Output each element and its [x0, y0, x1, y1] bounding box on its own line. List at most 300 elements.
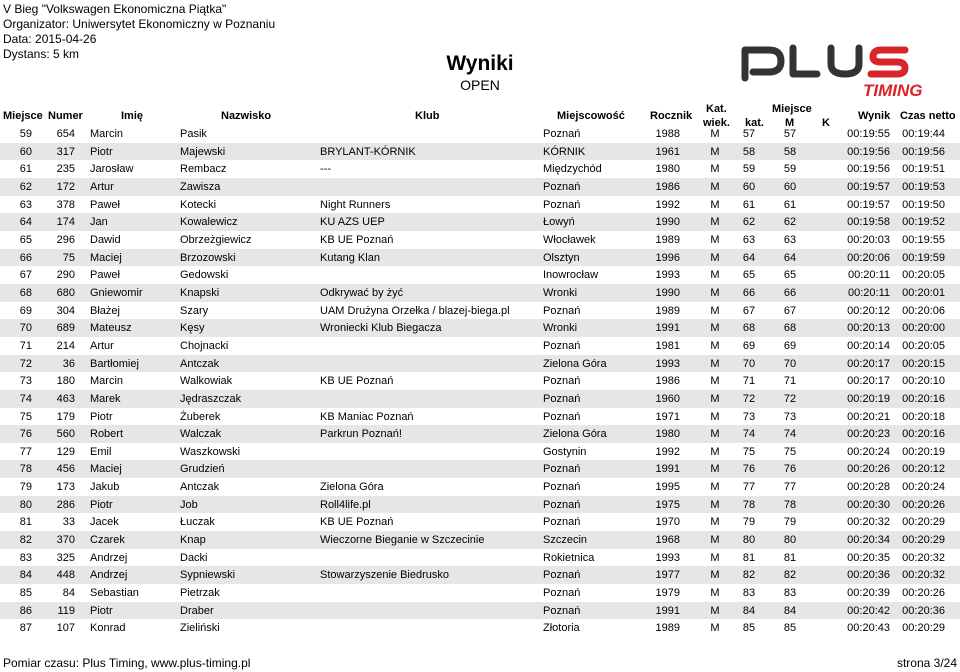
- cell-place-m: 66: [783, 286, 797, 299]
- cell-city: Gostynin: [543, 445, 587, 458]
- cell-year: 1986: [655, 375, 680, 388]
- cell-year: 1992: [655, 198, 680, 211]
- cell-net-time: 00:20:19: [902, 445, 945, 458]
- cell-category: M: [710, 587, 720, 600]
- cell-place-category: 59: [742, 163, 756, 176]
- cell-year: 1989: [655, 233, 680, 246]
- cell-city: Poznań: [543, 304, 581, 317]
- distance: Dystans: 5 km: [3, 47, 80, 61]
- cell-category: M: [710, 286, 720, 299]
- cell-last-name: Brzozowski: [180, 251, 236, 264]
- cell-net-time: 00:20:05: [902, 269, 945, 282]
- cell-first-name: Robert: [90, 428, 124, 441]
- cell-result: 00:20:23: [847, 428, 890, 441]
- table-row: [0, 160, 960, 178]
- cell-result: 00:20:12: [847, 304, 890, 317]
- table-row: [0, 496, 960, 514]
- cell-first-name: Piotr: [90, 498, 113, 511]
- table-row: [0, 584, 960, 602]
- cell-last-name: Draber: [180, 604, 214, 617]
- cell-place-category: 63: [742, 233, 756, 246]
- cell-city: Poznań: [543, 410, 581, 423]
- cell-net-time: 00:20:16: [902, 428, 945, 441]
- cell-last-name: Antczak: [180, 481, 220, 494]
- cell-category: M: [710, 534, 720, 547]
- table-row: [0, 249, 960, 267]
- cell-city: Łowyń: [543, 216, 575, 229]
- cell-category: M: [710, 357, 720, 370]
- cell-place-category: 79: [742, 516, 756, 529]
- cell-city: Inowrocław: [543, 269, 599, 282]
- table-row: [0, 460, 960, 478]
- cell-club: BRYLANT-KÓRNIK: [320, 145, 416, 158]
- cell-place: 77: [19, 445, 32, 458]
- cell-place-m: 73: [783, 410, 797, 423]
- cell-place-m: 78: [783, 498, 797, 511]
- cell-net-time: 00:20:15: [902, 357, 945, 370]
- cell-place-m: 70: [783, 357, 797, 370]
- cell-place-category: 66: [742, 286, 756, 299]
- cell-first-name: Marcin: [90, 375, 124, 388]
- cell-place: 82: [19, 534, 32, 547]
- cell-year: 1995: [655, 481, 680, 494]
- cell-year: 1980: [655, 428, 680, 441]
- table-row: [0, 531, 960, 549]
- cell-net-time: 00:20:16: [902, 392, 945, 405]
- cell-result: 00:20:21: [847, 410, 890, 423]
- cell-place: 59: [19, 128, 32, 140]
- cell-number: 235: [56, 163, 75, 176]
- cell-place-category: 57: [742, 128, 756, 140]
- cell-city: Zielona Góra: [543, 428, 607, 441]
- cell-place: 65: [19, 233, 32, 246]
- cell-last-name: Antczak: [180, 357, 220, 370]
- cell-club: KB Maniac Poznań: [320, 410, 414, 423]
- cell-number: 129: [56, 445, 75, 458]
- cell-club: KB UE Poznań: [320, 233, 394, 246]
- table-row: [0, 178, 960, 196]
- cell-year: 1990: [655, 216, 680, 229]
- cell-year: 1993: [655, 551, 680, 564]
- cell-last-name: Job: [180, 498, 198, 511]
- cell-place-m: 82: [783, 569, 797, 582]
- cell-result: 00:20:30: [847, 498, 890, 511]
- table-row: [0, 566, 960, 584]
- col-number: Numer: [48, 110, 83, 122]
- table-row: [0, 213, 960, 231]
- cell-city: KÓRNIK: [543, 145, 586, 158]
- cell-last-name: Knapski: [180, 286, 220, 299]
- cell-place: 70: [19, 322, 32, 335]
- cell-number: 75: [62, 251, 75, 264]
- cell-number: 180: [56, 375, 75, 388]
- cell-net-time: 00:20:36: [902, 604, 945, 617]
- cell-last-name: Waszkowski: [180, 445, 241, 458]
- cell-result: 00:20:43: [847, 622, 890, 635]
- cell-category: M: [710, 304, 720, 317]
- cell-last-name: Walczak: [180, 428, 222, 441]
- cell-number: 304: [56, 304, 75, 317]
- cell-place-category: 58: [742, 145, 756, 158]
- cell-year: 1991: [655, 322, 680, 335]
- cell-net-time: 00:20:26: [902, 498, 945, 511]
- cell-place: 64: [19, 216, 32, 229]
- cell-place: 72: [19, 357, 32, 370]
- cell-place-category: 75: [742, 445, 756, 458]
- cell-last-name: Walkowiak: [180, 375, 233, 388]
- cell-place-category: 77: [742, 481, 756, 494]
- cell-place: 74: [19, 392, 32, 405]
- cell-number: 654: [56, 128, 75, 140]
- cell-club: KB UE Poznań: [320, 516, 394, 529]
- cell-first-name: Jakub: [90, 481, 120, 494]
- cell-place-m: 84: [783, 604, 797, 617]
- cell-net-time: 00:20:01: [902, 286, 945, 299]
- cell-first-name: Emil: [90, 445, 112, 458]
- table-row: [0, 284, 960, 302]
- cell-category: M: [710, 145, 720, 158]
- cell-number: 325: [56, 551, 75, 564]
- table-row: [0, 266, 960, 284]
- cell-year: 1980: [655, 163, 680, 176]
- cell-category: M: [710, 428, 720, 441]
- cell-year: 1981: [655, 339, 680, 352]
- cell-first-name: Marcin: [90, 128, 124, 140]
- cell-last-name: Jędraszczak: [180, 392, 242, 405]
- cell-category: M: [710, 216, 720, 229]
- cell-place-m: 67: [783, 304, 797, 317]
- cell-number: 560: [56, 428, 75, 441]
- cell-place-m: 60: [783, 180, 797, 193]
- cell-last-name: Kotecki: [180, 198, 217, 211]
- cell-category: M: [710, 498, 720, 511]
- cell-year: 1975: [655, 498, 680, 511]
- col-place-top: Miejsce: [772, 103, 812, 115]
- cell-first-name: Paweł: [90, 198, 120, 211]
- cell-place-m: 63: [783, 233, 797, 246]
- table-row: [0, 478, 960, 496]
- cell-result: 00:20:39: [847, 587, 890, 600]
- cell-result: 00:20:26: [847, 463, 890, 476]
- cell-place-category: 81: [742, 551, 756, 564]
- cell-category: M: [710, 128, 720, 140]
- cell-city: Poznań: [543, 481, 581, 494]
- cell-net-time: 00:20:18: [902, 410, 945, 423]
- cell-number: 290: [56, 269, 75, 282]
- cell-year: 1989: [655, 622, 680, 635]
- cell-result: 00:20:17: [847, 357, 890, 370]
- cell-net-time: 00:20:12: [902, 463, 945, 476]
- table-row: [0, 143, 960, 161]
- cell-result: 00:20:03: [847, 233, 890, 246]
- col-city: Miejscowość: [557, 110, 625, 122]
- cell-result: 00:19:57: [847, 180, 890, 193]
- page-title: Wyniki: [446, 52, 514, 75]
- cell-place-category: 68: [742, 322, 756, 335]
- cell-number: 172: [56, 180, 75, 193]
- cell-result: 00:20:28: [847, 481, 890, 494]
- cell-net-time: 00:20:24: [902, 481, 945, 494]
- cell-category: M: [710, 269, 720, 282]
- cell-place: 63: [19, 198, 32, 211]
- cell-place-m: 64: [783, 251, 797, 264]
- cell-net-time: 00:20:29: [902, 622, 945, 635]
- page-number: strona 3/24: [896, 656, 957, 670]
- cell-place: 87: [19, 622, 32, 635]
- table-row: [0, 372, 960, 390]
- cell-number: 689: [56, 322, 75, 335]
- cell-club: Kutang Klan: [320, 251, 380, 264]
- plus-timing-logo: [735, 40, 955, 102]
- col-net-time: Czas netto: [900, 110, 956, 122]
- table-row: [0, 602, 960, 620]
- logo-sub-text: TIMING: [863, 81, 923, 100]
- cell-net-time: 00:20:32: [902, 551, 945, 564]
- cell-result: 00:20:36: [847, 569, 890, 582]
- cell-first-name: Mateusz: [90, 322, 132, 335]
- cell-last-name: Szary: [180, 304, 209, 317]
- cell-first-name: Jarosław: [90, 163, 134, 176]
- cell-result: 00:20:19: [847, 392, 890, 405]
- cell-place-m: 62: [783, 216, 797, 229]
- cell-number: 370: [56, 534, 75, 547]
- cell-net-time: 00:19:50: [902, 198, 945, 211]
- cell-number: 107: [56, 622, 75, 635]
- col-cat-top: Kat.: [706, 103, 727, 115]
- cell-number: 463: [56, 392, 75, 405]
- cell-year: 1991: [655, 463, 680, 476]
- cell-category: M: [710, 622, 720, 635]
- cell-number: 317: [56, 145, 75, 158]
- cell-category: M: [710, 551, 720, 564]
- cell-last-name: Kęsy: [180, 322, 205, 335]
- cell-year: 1979: [655, 587, 680, 600]
- cell-last-name: Majewski: [180, 145, 226, 158]
- cell-category: M: [710, 375, 720, 388]
- cell-year: 1990: [655, 286, 680, 299]
- cell-year: 1996: [655, 251, 680, 264]
- cell-year: 1971: [655, 410, 680, 423]
- cell-city: Poznań: [543, 392, 581, 405]
- category-label: OPEN: [460, 77, 500, 93]
- cell-number: 448: [56, 569, 75, 582]
- cell-city: Szczecin: [543, 534, 588, 547]
- col-place-kat: kat.: [745, 117, 764, 129]
- cell-place: 84: [19, 569, 32, 582]
- cell-result: 00:19:58: [847, 216, 890, 229]
- cell-result: 00:20:34: [847, 534, 890, 547]
- cell-last-name: Dacki: [180, 551, 208, 564]
- col-place: Miejsce: [3, 110, 43, 122]
- cell-place-m: 71: [783, 375, 797, 388]
- cell-net-time: 00:19:44: [902, 128, 945, 140]
- cell-category: M: [710, 463, 720, 476]
- cell-first-name: Marek: [90, 392, 121, 405]
- cell-city: Poznań: [543, 498, 581, 511]
- table-row: [0, 513, 960, 531]
- cell-net-time: 00:20:05: [902, 339, 945, 352]
- cell-last-name: Pietrzak: [180, 587, 220, 600]
- cell-place: 68: [19, 286, 32, 299]
- cell-category: M: [710, 180, 720, 193]
- col-last-name: Nazwisko: [221, 110, 272, 122]
- cell-last-name: Rembacz: [180, 163, 227, 176]
- cell-first-name: Jacek: [90, 516, 119, 529]
- cell-club: Stowarzyszenie Biedrusko: [320, 569, 450, 582]
- cell-place-category: 65: [742, 269, 756, 282]
- cell-last-name: Grudzień: [180, 463, 225, 476]
- cell-place-category: 83: [742, 587, 756, 600]
- cell-first-name: Piotr: [90, 410, 113, 423]
- cell-city: Poznań: [543, 587, 581, 600]
- cell-result: 00:20:17: [847, 375, 890, 388]
- cell-place: 81: [19, 516, 32, 529]
- cell-result: 00:20:24: [847, 445, 890, 458]
- cell-club: Odkrywać by żyć: [320, 286, 404, 299]
- cell-first-name: Maciej: [90, 463, 122, 476]
- cell-place-category: 60: [742, 180, 756, 193]
- cell-place: 66: [19, 251, 32, 264]
- cell-place-m: 61: [783, 198, 797, 211]
- cell-year: 1970: [655, 516, 680, 529]
- cell-last-name: Łuczak: [180, 516, 215, 529]
- cell-first-name: Maciej: [90, 251, 122, 264]
- cell-category: M: [710, 163, 720, 176]
- cell-place-category: 85: [742, 622, 756, 635]
- cell-place-category: 78: [742, 498, 756, 511]
- cell-place-category: 72: [742, 392, 756, 405]
- table-row: [0, 125, 960, 143]
- cell-place-m: 80: [783, 534, 797, 547]
- cell-year: 1988: [655, 128, 680, 140]
- cell-club: Wieczorne Bieganie w Szczecinie: [320, 534, 485, 547]
- cell-place: 67: [19, 269, 32, 282]
- cell-first-name: Dawid: [90, 233, 121, 246]
- cell-result: 00:20:11: [847, 269, 890, 282]
- cell-year: 1986: [655, 180, 680, 193]
- cell-last-name: Zawisza: [180, 180, 221, 193]
- cell-place-category: 73: [742, 410, 756, 423]
- cell-first-name: Czarek: [90, 534, 125, 547]
- cell-city: Złotoria: [543, 622, 580, 635]
- cell-category: M: [710, 392, 720, 405]
- cell-place-m: 76: [783, 463, 797, 476]
- cell-place: 76: [19, 428, 32, 441]
- cell-club: Wroniecki Klub Biegacza: [320, 322, 442, 335]
- cell-city: Poznań: [543, 604, 581, 617]
- cell-city: Poznań: [543, 463, 581, 476]
- event-date: Data: 2015-04-26: [3, 32, 97, 46]
- cell-year: 1977: [655, 569, 680, 582]
- cell-place-m: 83: [783, 587, 797, 600]
- cell-place-category: 82: [742, 569, 756, 582]
- cell-place-category: 61: [742, 198, 756, 211]
- cell-category: M: [710, 410, 720, 423]
- cell-place-category: 67: [742, 304, 756, 317]
- cell-place-category: 80: [742, 534, 756, 547]
- cell-place: 71: [19, 339, 32, 352]
- cell-category: M: [710, 569, 720, 582]
- cell-net-time: 00:20:06: [902, 304, 945, 317]
- cell-year: 1989: [655, 304, 680, 317]
- cell-net-time: 00:19:51: [902, 163, 945, 176]
- cell-net-time: 00:19:59: [902, 251, 945, 264]
- cell-number: 296: [56, 233, 75, 246]
- cell-place-category: 70: [742, 357, 756, 370]
- cell-first-name: Paweł: [90, 269, 120, 282]
- cell-year: 1960: [655, 392, 680, 405]
- cell-place-m: 85: [783, 622, 797, 635]
- cell-number: 214: [56, 339, 75, 352]
- cell-number: 174: [56, 216, 75, 229]
- cell-year: 1968: [655, 534, 680, 547]
- results-table: [0, 125, 960, 637]
- cell-result: 00:20:32: [847, 516, 890, 529]
- cell-net-time: 00:19:56: [902, 145, 945, 158]
- table-row: [0, 549, 960, 567]
- col-cat-bottom: wiek.: [703, 117, 730, 129]
- cell-place-m: 59: [783, 163, 797, 176]
- cell-net-time: 00:20:29: [902, 516, 945, 529]
- cell-city: Wronki: [543, 322, 578, 335]
- cell-year: 1991: [655, 604, 680, 617]
- cell-number: 119: [57, 604, 75, 617]
- cell-place: 79: [19, 481, 32, 494]
- cell-result: 00:20:11: [847, 286, 890, 299]
- cell-city: Rokietnica: [543, 551, 595, 564]
- cell-place-m: 57: [783, 128, 797, 140]
- cell-result: 00:20:42: [847, 604, 890, 617]
- table-row: [0, 443, 960, 461]
- cell-result: 00:19:55: [847, 128, 890, 140]
- cell-category: M: [710, 516, 720, 529]
- cell-place: 78: [19, 463, 32, 476]
- cell-category: M: [710, 339, 720, 352]
- cell-place: 83: [19, 551, 32, 564]
- cell-city: Olsztyn: [543, 251, 580, 264]
- cell-place: 73: [19, 375, 32, 388]
- cell-last-name: Kowalewicz: [180, 216, 238, 229]
- cell-place: 69: [19, 304, 32, 317]
- cell-year: 1993: [655, 269, 680, 282]
- cell-city: Poznań: [543, 128, 581, 140]
- table-row: [0, 319, 960, 337]
- col-first-name: Imię: [121, 110, 144, 122]
- cell-place: 60: [19, 145, 32, 158]
- cell-number: 378: [56, 198, 75, 211]
- cell-club: Roll4life.pl: [320, 498, 371, 511]
- cell-city: Włocławek: [543, 233, 596, 246]
- cell-number: 286: [56, 498, 75, 511]
- cell-first-name: Andrzej: [90, 569, 128, 582]
- cell-place-m: 75: [783, 445, 797, 458]
- cell-place-category: 76: [742, 463, 756, 476]
- cell-last-name: Pasik: [180, 128, 207, 140]
- cell-place-m: 69: [783, 339, 797, 352]
- cell-first-name: Jan: [90, 216, 108, 229]
- footer-credit: Pomiar czasu: Plus Timing, www.plus-timing.pl: [3, 656, 251, 670]
- organizer: Organizator: Uniwersytet Ekonomiczny w Poznaniu: [3, 17, 276, 31]
- cell-number: 680: [56, 286, 75, 299]
- cell-result: 00:19:56: [847, 163, 890, 176]
- cell-category: M: [710, 604, 720, 617]
- cell-category: M: [710, 233, 720, 246]
- cell-first-name: Bartłomiej: [90, 357, 139, 370]
- cell-category: M: [710, 322, 720, 335]
- cell-city: Międzychód: [543, 163, 602, 176]
- col-result: Wynik: [858, 110, 891, 122]
- cell-place-m: 72: [783, 392, 797, 405]
